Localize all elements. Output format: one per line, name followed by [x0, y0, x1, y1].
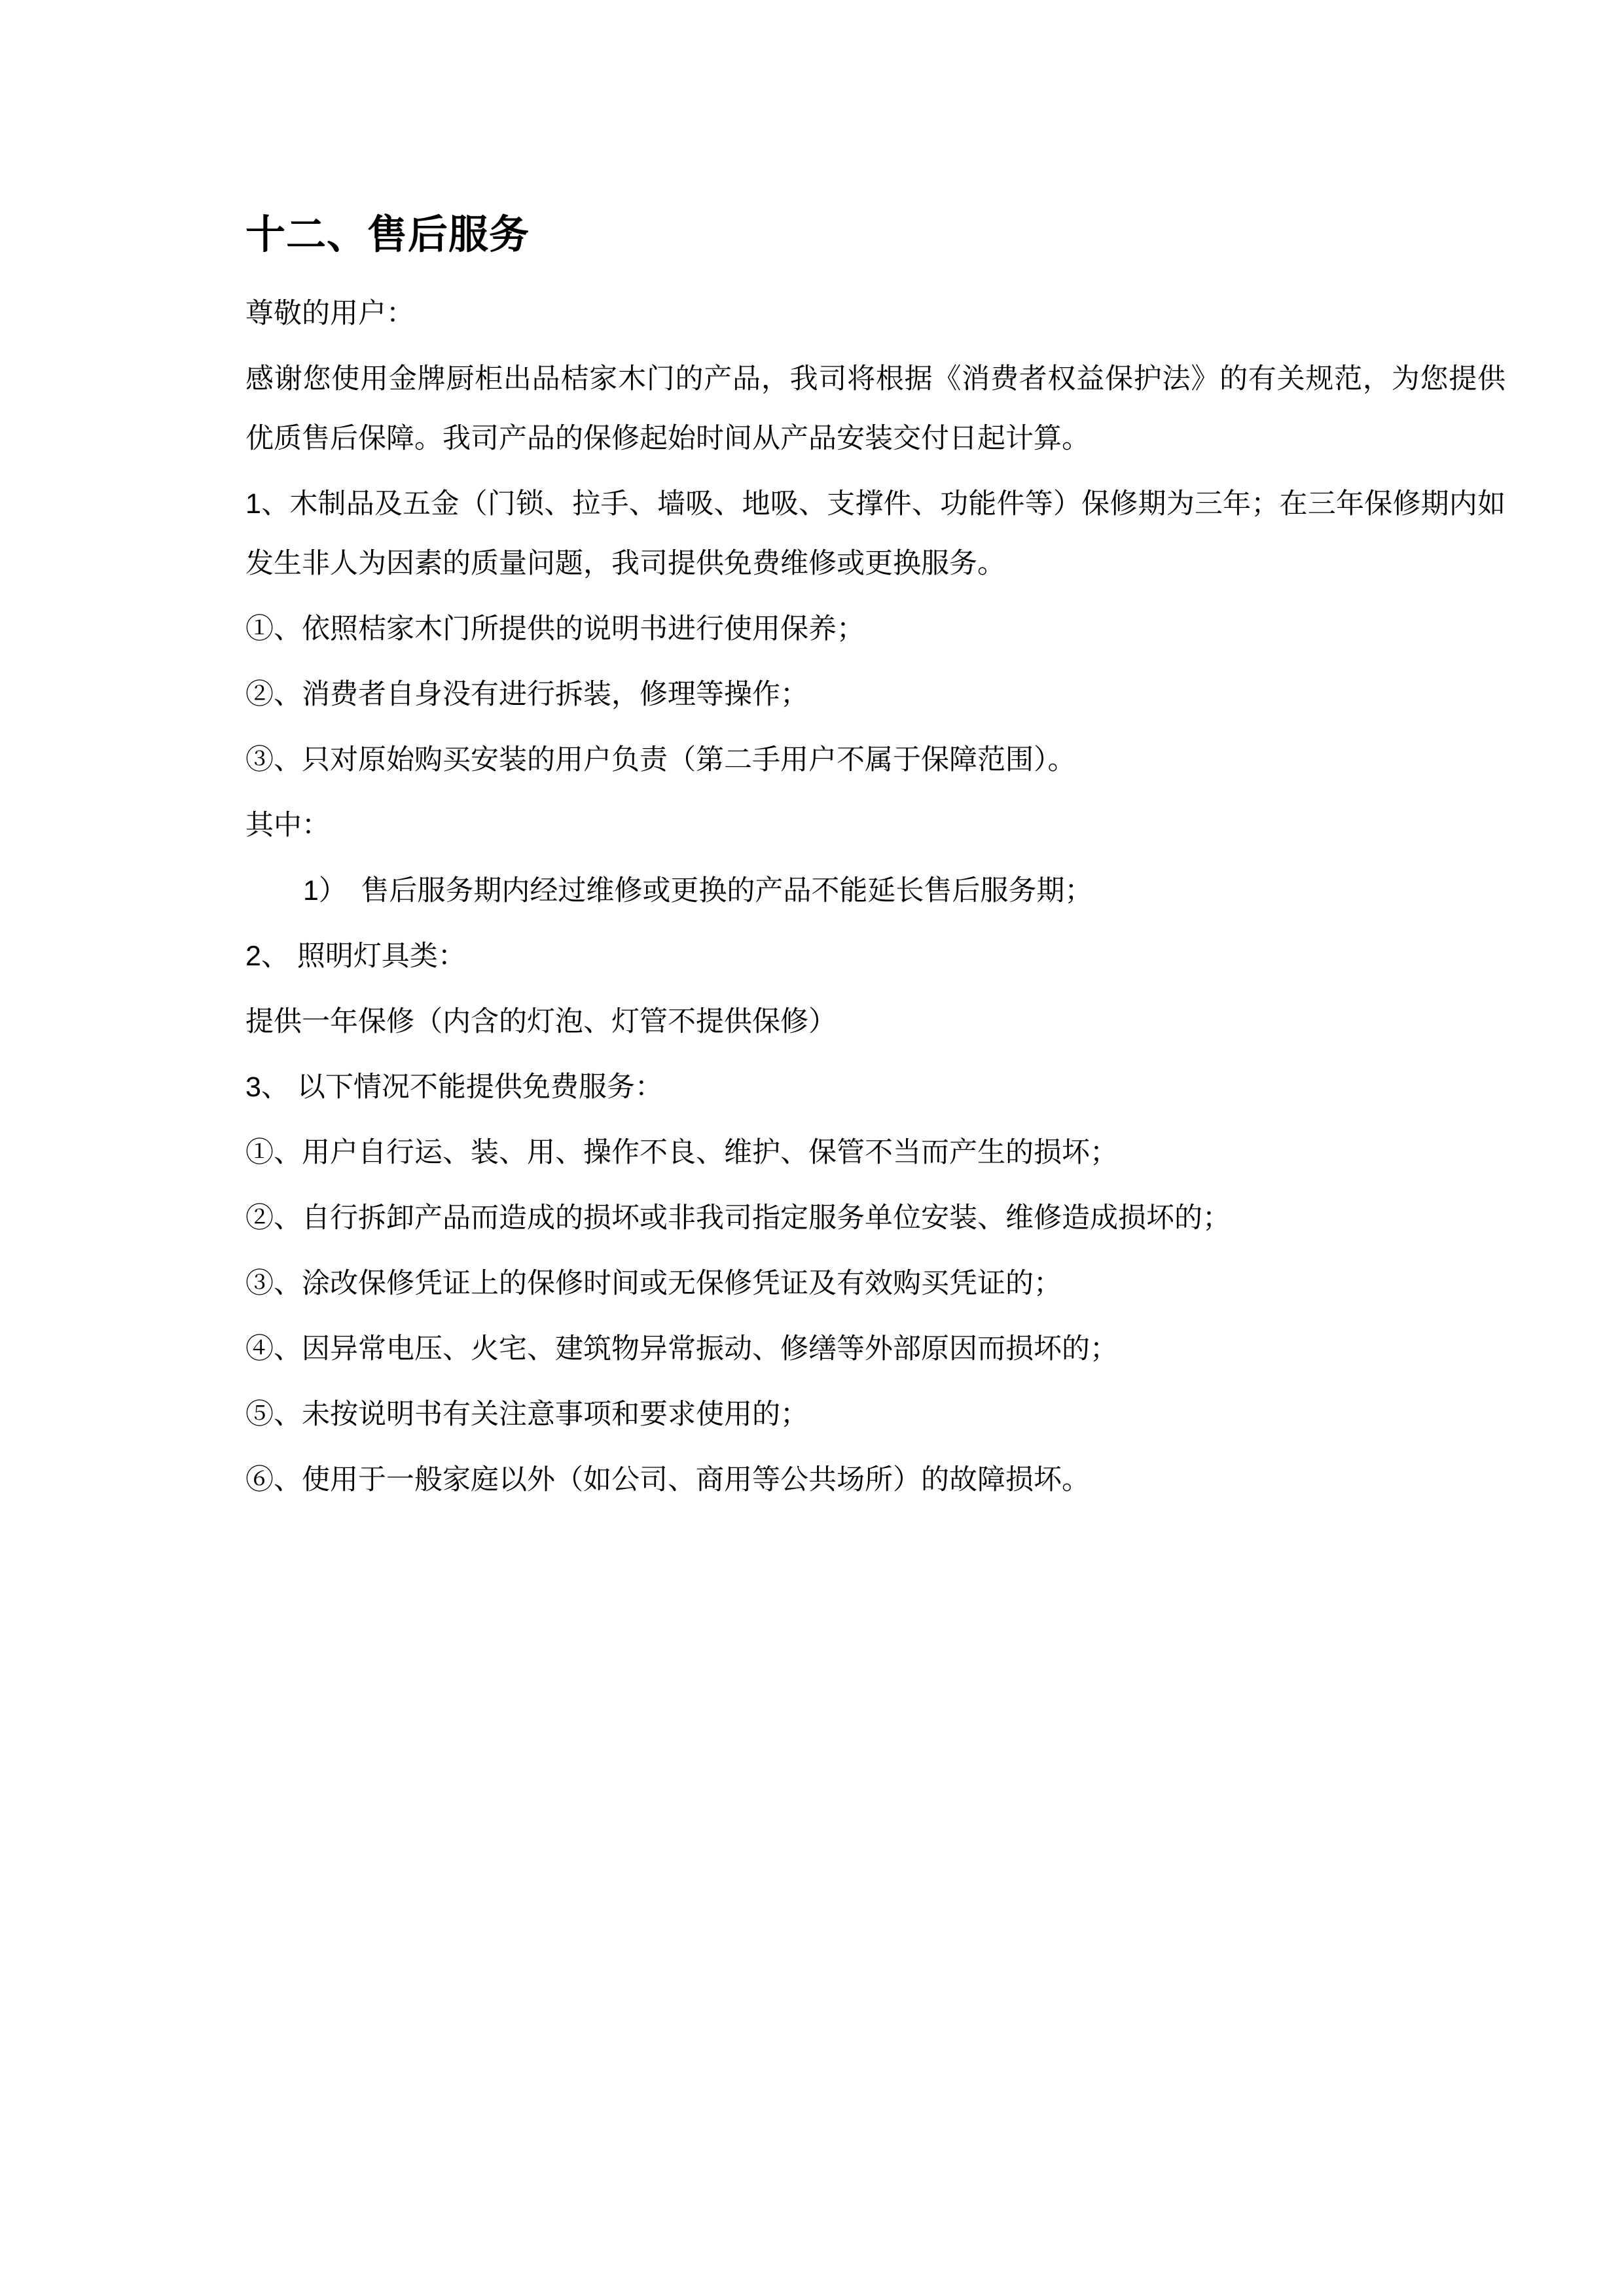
paragraph-warranty-item-1: 1、木制品及五金（门锁、拉手、墙吸、地吸、支撑件、功能件等）保修期为三年；在三年保修期内如发生非人为因素的质量问题，我司提供免费维修或更换服务。 — [245, 488, 1506, 579]
paragraph-exclusion-1: ①、用户自行运、装、用、操作不良、维护、保管不当而产生的损坏； — [245, 1137, 1118, 1168]
paragraph-sub-item-1: 1） 售后服务期内经过维修或更换的产品不能延长售后服务期； — [303, 875, 1093, 906]
paragraph-warranty-condition-1: ①、依照桔家木门所提供的说明书进行使用保养； — [245, 613, 865, 645]
paragraph-warranty-condition-2: ②、消费者自身没有进行拆装，修理等操作； — [245, 679, 808, 710]
paragraph-lighting-warranty: 提供一年保修（内含的灯泡、灯管不提供保修） — [245, 1006, 837, 1037]
paragraph-warranty-condition-3: ③、只对原始购买安装的用户负责（第二手用户不属于保障范围）。 — [245, 744, 1076, 776]
paragraph-intro: 感谢您使用金牌厨柜出品桔家木门的产品，我司将根据《消费者权益保护法》的有关规范，为您提供优质售后保障。我司产品的保修起始时间从产品安装交付日起计算。 — [245, 363, 1506, 454]
paragraph-item-2-lighting: 2、 照明灯具类： — [245, 941, 466, 972]
paragraph-exclusion-6: ⑥、使用于一般家庭以外（如公司、商用等公共场所）的故障损坏。 — [245, 1464, 1090, 1496]
paragraph-exclusion-2: ②、自行拆卸产品而造成的损坏或非我司指定服务单位安装、维修造成损坏的； — [245, 1202, 1231, 1234]
paragraph-exclusion-3: ③、涂改保修凭证上的保修时间或无保修凭证及有效购买凭证的； — [245, 1268, 1062, 1299]
paragraph-salutation: 尊敬的用户： — [245, 298, 414, 329]
paragraph-item-3-exclusions: 3、 以下情况不能提供免费服务： — [245, 1071, 663, 1103]
page-title: 十二、售后服务 — [245, 212, 530, 257]
paragraph-exclusion-5: ⑤、未按说明书有关注意事项和要求使用的； — [245, 1399, 808, 1430]
paragraph-exclusion-4: ④、因异常电压、火宅、建筑物异常振动、修缮等外部原因而损坏的； — [245, 1333, 1118, 1365]
document-content — [245, 208, 1506, 1516]
paragraph-among-which: 其中： — [245, 810, 330, 841]
